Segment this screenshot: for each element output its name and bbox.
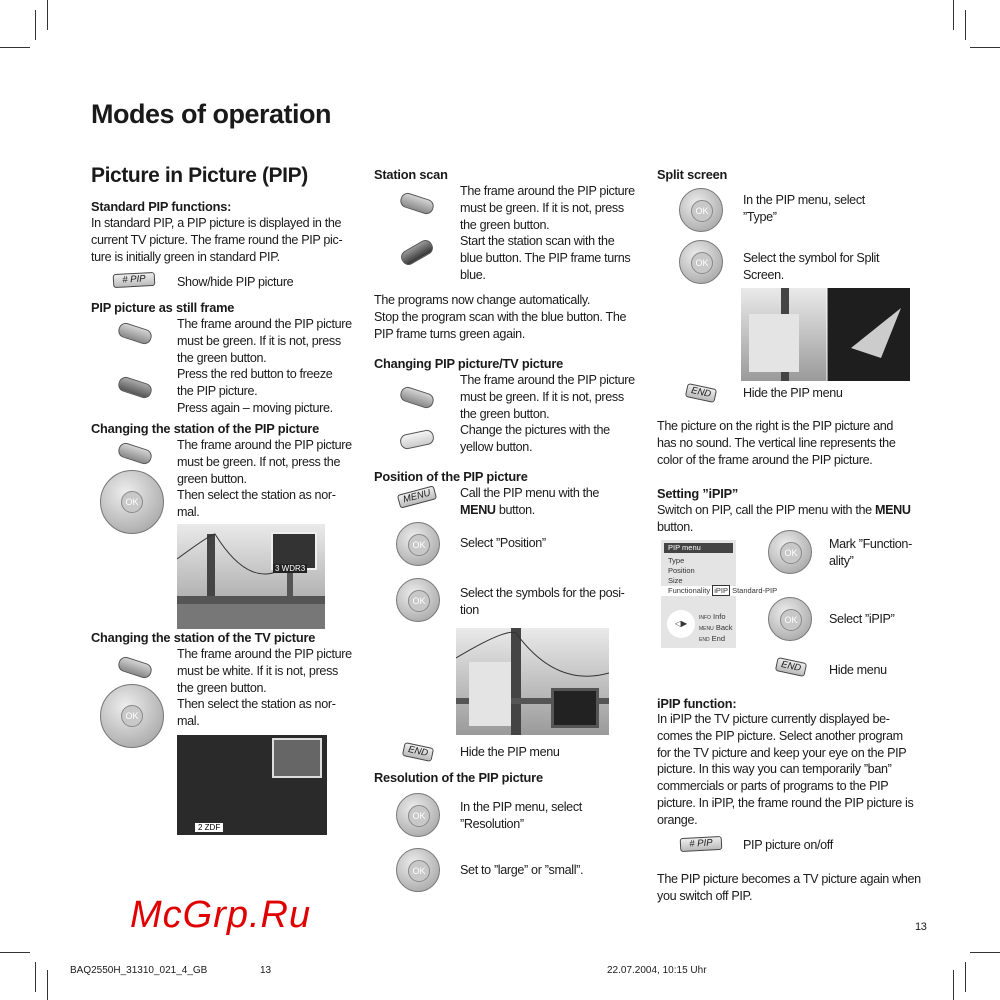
legend-info: Info <box>713 612 726 621</box>
menu-legend <box>699 612 733 645</box>
pip-inset <box>551 688 599 728</box>
ipip-step2: Select ”iPIP” <box>829 612 895 626</box>
program-dial-icon <box>100 470 164 534</box>
ipip-function-heading: iPIP function: <box>657 696 737 711</box>
split-para: The picture on the right is the PIP picture and has no sound. The vertical line represents the color of the frame around the PIP picture. <box>657 419 896 467</box>
standard-pip-text: In standard PIP, a PIP picture is displayed in the current TV picture. The frame round the PIP pic- ture is initially green in standard PIP. <box>91 216 343 264</box>
pip-show-text: Show/hide PIP picture <box>177 275 294 289</box>
station-scan-text: The frame around the PIP picture must be green. If it is not, press the green button. Start the station scan with the blue button. The PIP frame turns blue. <box>460 184 635 282</box>
split-hide: Hide the PIP menu <box>743 386 843 400</box>
channel-label: 2 ZDF <box>195 823 223 832</box>
ok-label: OK <box>691 252 713 274</box>
pip-menu-screenshot <box>661 540 778 648</box>
program-dial-icon <box>100 684 164 748</box>
ok-label: OK <box>780 542 802 564</box>
pip-inset <box>272 738 322 778</box>
legend-back: Back <box>715 623 733 632</box>
crop-mark <box>965 10 966 40</box>
split-screen-image <box>741 288 910 381</box>
watermark: McGrp.Ru <box>130 894 312 936</box>
ok-label: OK <box>780 609 802 631</box>
crop-mark <box>35 10 36 40</box>
footer-doc-id: BAQ2550H_31310_021_4_GB <box>70 965 208 976</box>
end-key-icon: END <box>685 383 717 403</box>
pip-key-icon: # PIP <box>680 836 723 852</box>
green-button-icon <box>399 191 436 216</box>
ok-label: OK <box>691 200 713 222</box>
swap-heading: Changing PIP picture/TV picture <box>374 356 564 371</box>
ok-label: OK <box>408 805 430 827</box>
green-button-icon <box>117 441 154 466</box>
para-text: Switch on PIP, call the PIP menu with the <box>657 503 875 517</box>
menu-key-icon: MENU <box>397 485 437 508</box>
menu-item: Type <box>668 556 685 565</box>
navigation-dial-icon <box>396 848 440 892</box>
station-scan-para: The programs now change automatically. Stop the program scan with the blue button. The PIP frame turns green again. <box>374 293 627 341</box>
footer-date: 22.07.2004, 10:15 Uhr <box>607 965 707 976</box>
navigation-dial-icon <box>396 793 440 837</box>
ipip-step1: Mark ”Function- ality” <box>829 537 912 568</box>
yellow-button-icon <box>399 429 435 451</box>
ok-label: OK <box>408 590 430 612</box>
crop-mark <box>0 47 30 48</box>
resolution-step2: Set to ”large” or ”small”. <box>460 863 584 877</box>
change-tv-station-text: The frame around the PIP picture must be white. If it is not, press the green button. Then select the station as nor- mal. <box>177 647 352 729</box>
menu-item: Size <box>668 576 683 585</box>
navigation-dial-icon <box>679 240 723 284</box>
resolution-heading: Resolution of the PIP picture <box>374 770 543 785</box>
position-step3: Select the symbols for the posi- tion <box>460 586 625 617</box>
option-standard-pip: Standard-PIP <box>732 586 778 595</box>
swap-text: The frame around the PIP picture must be green. If it is not, press the green button. Change the pictures with the yellow button. <box>460 373 635 455</box>
blue-button-icon <box>399 238 436 268</box>
resolution-step1: In the PIP menu, select ”Resolution” <box>460 800 582 831</box>
menu-bold: MENU <box>874 503 911 517</box>
pip-menu-overlay <box>749 314 799 372</box>
ok-label: OK <box>408 534 430 556</box>
section-title: Picture in Picture (PIP) <box>91 164 308 187</box>
standard-pip-heading: Standard PIP functions: <box>91 199 232 214</box>
channel-label: 3 WDR3 <box>275 564 306 573</box>
step-text: Call the PIP menu with the <box>460 486 600 500</box>
menu-title: PIP menu <box>664 543 733 553</box>
green-button-icon <box>117 321 154 346</box>
red-button-icon <box>117 375 154 400</box>
menu-item: Position <box>668 566 695 575</box>
menu-item-functionality <box>661 586 791 596</box>
end-key-icon: END <box>402 742 434 762</box>
navigation-dial-icon <box>768 597 812 641</box>
crop-mark <box>47 0 48 30</box>
station-scan-heading: Station scan <box>374 167 448 182</box>
green-button-icon <box>399 385 436 410</box>
position-step1 <box>460 485 599 519</box>
still-frame-heading: PIP picture as still frame <box>91 300 235 315</box>
end-key: END <box>699 637 710 643</box>
change-tv-station-heading: Changing the station of the TV picture <box>91 630 316 645</box>
ipip-hide: Hide menu <box>829 663 887 677</box>
crop-mark <box>970 952 1000 953</box>
change-pip-station-text: The frame around the PIP picture must be green. If not, press the green button. Then select the station as nor- mal. <box>177 438 352 520</box>
split-screen-heading: Split screen <box>657 167 728 182</box>
position-heading: Position of the PIP picture <box>374 469 528 484</box>
end-key-icon: END <box>775 657 807 677</box>
split-step2: Select the symbol for Split Screen. <box>743 251 880 282</box>
green-button-icon <box>117 655 154 680</box>
crop-mark <box>953 970 954 1000</box>
info-key: INFO <box>699 615 711 621</box>
crop-mark <box>970 47 1000 48</box>
pip-menu-overlay <box>469 662 511 726</box>
pip-key-icon: # PIP <box>113 272 156 288</box>
ok-label: OK <box>121 491 143 513</box>
navigation-dial-icon <box>396 578 440 622</box>
still-frame-text: The frame around the PIP picture must be green. If it is not, press the green button. Press the red button to freeze the PIP picture. Press again – moving picture. <box>177 317 352 415</box>
page-number: 13 <box>915 921 927 933</box>
menu-item: Functionality <box>668 586 711 595</box>
change-pip-station-heading: Changing the station of the PIP picture <box>91 421 320 436</box>
ok-label: OK <box>408 860 430 882</box>
position-hide: Hide the PIP menu <box>460 745 560 759</box>
ipip-function-para: In iPIP the TV picture currently displayed be- comes the PIP picture. Select another program for the TV picture and keep your eye on the PIP picture. In this way you can temporarily ”ban” commercials or parts of programs to the PIP picture. In iPIP, the frame round the PIP picture is orange. <box>657 712 914 827</box>
navigation-dial-icon <box>768 530 812 574</box>
final-para: The PIP picture becomes a TV picture again when you switch off PIP. <box>657 872 921 903</box>
option-ipip: iPIP <box>714 586 728 595</box>
ipip-heading: Setting ”iPIP” <box>657 486 739 501</box>
menu-bold: MENU <box>460 502 496 517</box>
menu-key: MENU <box>699 626 714 632</box>
position-step2: Select ”Position” <box>460 536 546 550</box>
para-text: button. <box>657 519 694 534</box>
fireworks-tv-image <box>177 735 327 835</box>
crop-mark <box>47 970 48 1000</box>
split-step1: In the PIP menu, select ”Type” <box>743 193 865 224</box>
ok-label: OK <box>121 705 143 727</box>
step-text: button. <box>495 502 535 517</box>
pip-onoff-text: PIP picture on/off <box>743 838 833 852</box>
bridge-pip-image <box>177 524 325 629</box>
navigation-dial-icon <box>679 188 723 232</box>
page-title: Modes of operation <box>91 99 331 129</box>
arrow-pad-icon: ◁▶ <box>667 610 695 638</box>
crop-mark <box>0 952 30 953</box>
position-menu-image <box>456 628 609 735</box>
crop-mark <box>965 962 966 992</box>
legend-end: End <box>711 634 726 643</box>
footer-page: 13 <box>260 965 272 976</box>
crop-mark <box>953 0 954 30</box>
navigation-dial-icon <box>396 522 440 566</box>
crop-mark <box>35 962 36 992</box>
